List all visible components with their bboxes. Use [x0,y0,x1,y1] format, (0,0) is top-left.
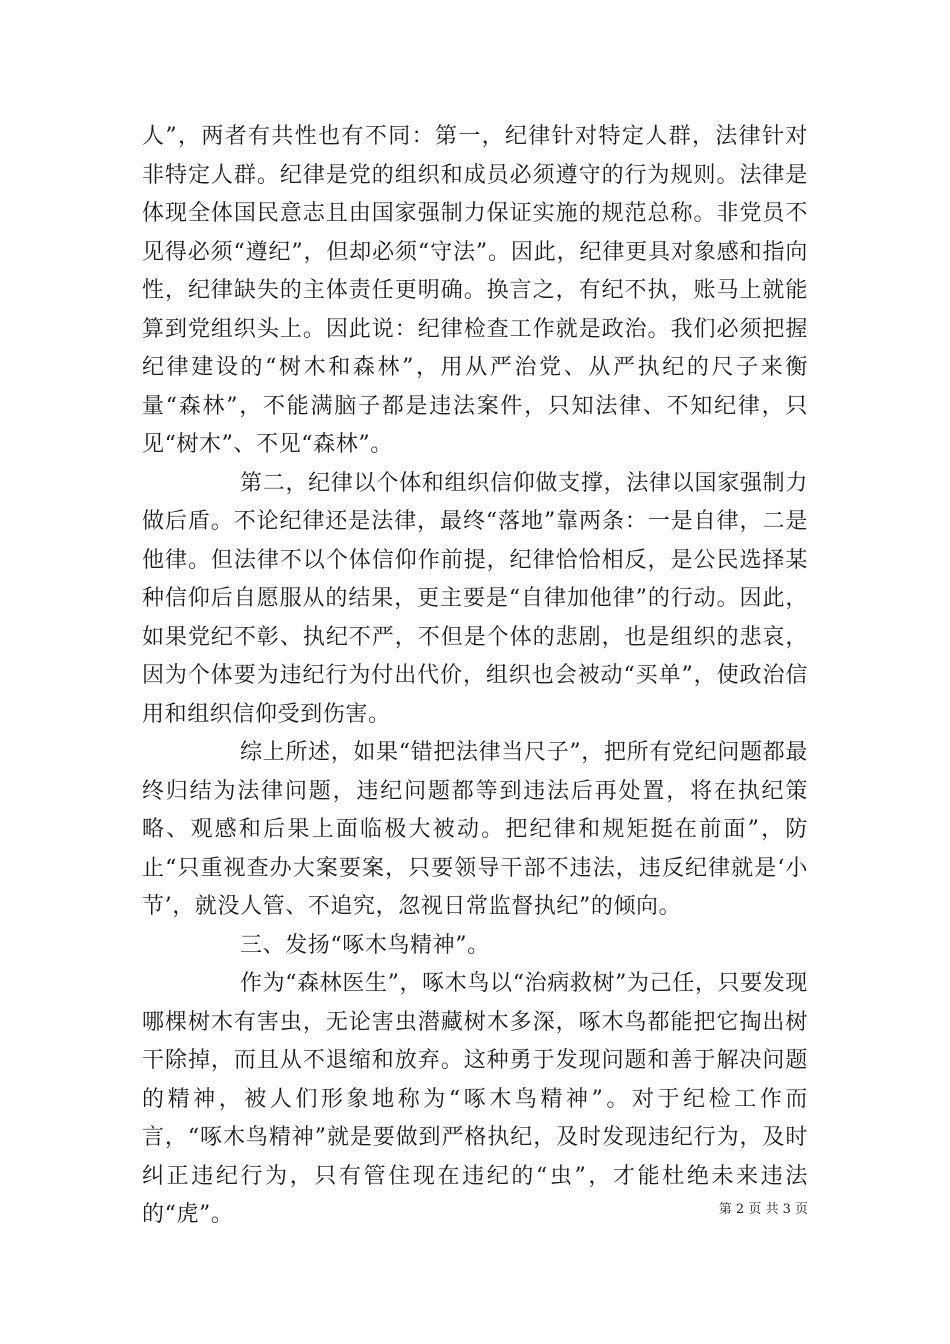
paragraph-second-point: 第二，纪律以个体和组织信仰做支撑，法律以国家强制力做后盾。不论纪律还是法律，最终“落地”靠两条：一是自律，二是他律。但法律不以个体信仰作前提，纪律恰恰相反，是公民选择某种信仰后自愿服从的结果，更主要是“自律加他律”的行动。因此，如果党纪不彰、执纪不严，不但是个体的悲剧，也是组织的悲哀，因为个体要为违纪行为付出代价，组织也会被动“买单”，使政治信用和组织信仰受到伤害。 [142,470,808,727]
paragraph-summary: 综上所述，如果“错把法律当尺子”，把所有党纪问题都最终归结为法律问题，违纪问题都等到违法后再处置，将在执纪策略、观感和后果上面临极大被动。把纪律和规矩挺在前面”，防止“只重视查办大案要案，只要领导干部不违法，违反纪律就是‘小节’，就没人管、不追究，忽视日常监督执纪”的倾向。 [142,740,808,919]
document-body [142,118,808,1235]
paragraph-continued: 人”，两者有共性也有不同：第一，纪律针对特定人群，法律针对非特定人群。纪律是党的组织和成员必须遵守的行为规则。法律是体现全体国民意志且由国家强制力保证实施的规范总称。非党员不见得必须“遵纪”，但却必须“守法”。因此，纪律更具对象感和指向性，纪律缺失的主体责任更明确。换言之，有纪不执，账马上就能算到党组织头上。因此说：纪律检查工作就是政治。我们必须把握纪律建设的“树木和森林”，用从严治党、从严执纪的尺子来衡量“森林”，不能满脑子都是违法案件，只知法律、不知纪律，只见“树木”、不见“森林”。 [142,124,808,457]
section-heading: 三、发扬“啄木鸟精神”。 [240,932,490,958]
page-number-footer: 第 2 页 共 3 页 [718,1202,808,1217]
paragraph-woodpecker: 作为“森林医生”，啄木鸟以“治病救树”为己任，只要发现哪棵树木有害虫，无论害虫潜藏树木多深，啄木鸟都能把它掏出树干除掉，而且从不退缩和放弃。这种勇于发现问题和善于解决问题的精神，被人们形象地称为“啄木鸟精神”。对于纪检工作而言，“啄木鸟精神”就是要做到严格执纪，及时发现违纪行为，及时纠正违纪行为，只有管住现在违纪的“虫”，才能杜绝未来违法的“虎”。 [142,971,808,1227]
